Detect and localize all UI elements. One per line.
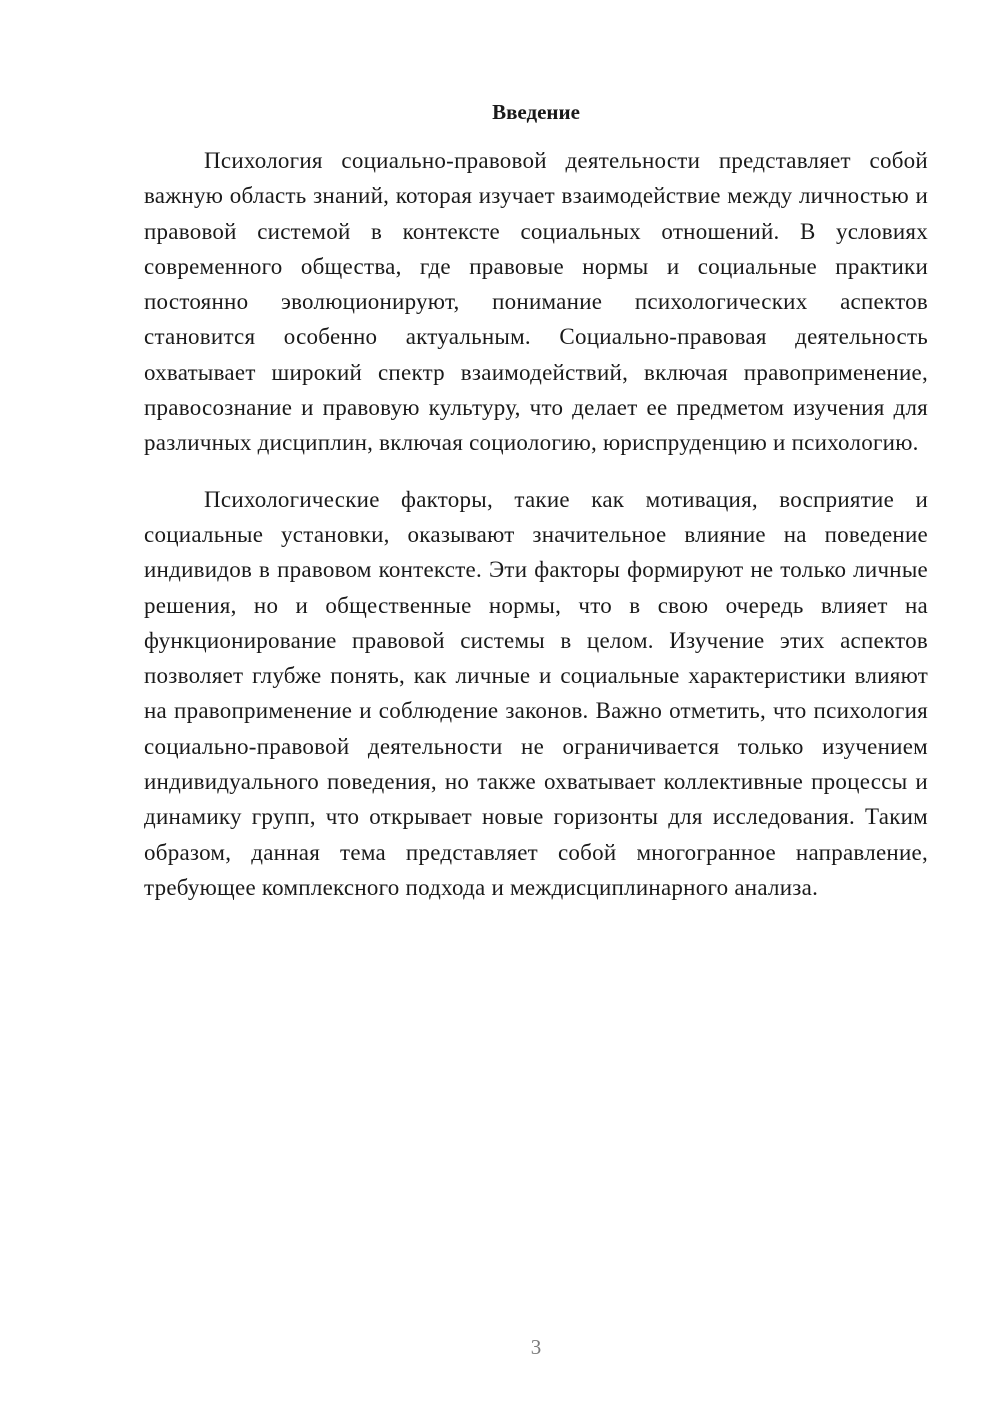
page-number: 3 [530, 1335, 542, 1359]
section-heading: Введение [492, 100, 580, 124]
body-text [144, 143, 928, 905]
paragraph-1: Психология социально-правовой деятельности представляет собой важную область знаний, которая изучает взаимодействие между личностью и правовой системой в контексте социальных отношений. В условиях современного общества, где правовые нормы и социальные практики постоянно эволюционируют, понимание психологических аспектов становится особенно актуальным. Социально-правовая деятельность охватывает широкий спектр взаимодействий, включая правоприменение, правосознание и правовую культуру, что делает ее предметом изучения для различных дисциплин, включая социологию, юриспруденцию и психологию. [144, 148, 928, 456]
paragraph-2: Психологические факторы, такие как мотивация, восприятие и социальные установки, оказывают значительное влияние на поведение индивидов в правовом контексте. Эти факторы формируют не только личные решения, но и общественные нормы, что в свою очередь влияет на функционирование правовой системы в целом. Изучение этих аспектов позволяет глубже понять, как личные и социальные характеристики влияют на правоприменение и соблюдение законов. Важно отметить, что психология социально-правовой деятельности не ограничивается только изучением индивидуального поведения, но также охватывает коллективные процессы и динамику групп, что открывает новые горизонты для исследования. Таким образом, данная тема представляет собой многогранное направление, требующее комплексного подхода и междисциплинарного анализа. [144, 486, 928, 900]
